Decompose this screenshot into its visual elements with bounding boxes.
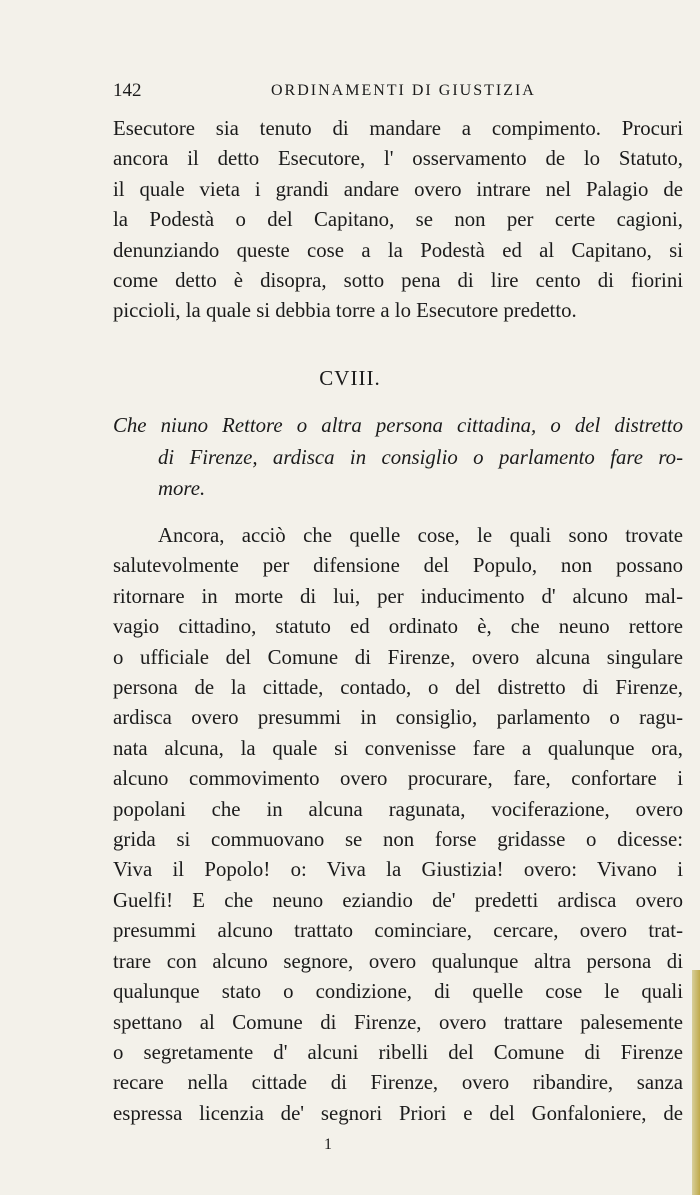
text-line: popolani che in alcuna ragunata, vociferazione, overo bbox=[113, 797, 683, 821]
text-line: persona de la cittade, contado, o del distretto di Firenze, bbox=[113, 676, 683, 700]
text-line: alcuno commovimento overo procurare, fare, confortare i bbox=[113, 767, 683, 791]
text-line: Ancora, acciò che quelle cose, le quali sono trovate bbox=[158, 524, 683, 547]
text-line: qualunque stato o condizione, di quelle cose le quali bbox=[113, 980, 683, 1004]
text-line: denunziando queste cose a la Podestà ed al Capitano, si bbox=[113, 238, 683, 262]
running-title: ORDINAMENTI DI GIUSTIZIA bbox=[271, 82, 536, 99]
page-edge bbox=[692, 970, 700, 1195]
text-line: Guelfi! E che neuno eziandio de' predetti ardisca overo bbox=[113, 888, 683, 912]
text-line: ritornare in morte di lui, per inducimento d' alcuno mal- bbox=[113, 584, 683, 608]
text-line: il quale vieta i grandi andare overo intrare nel Palagio de bbox=[113, 177, 683, 201]
text-line: grida si commuovano se non forse gridasse o dicesse: bbox=[113, 828, 683, 852]
signature-mark: 1 bbox=[324, 1136, 332, 1153]
chapter-number: CVIII. bbox=[319, 366, 381, 390]
text-line: come detto è disopra, sotto pena di lire cento di fiorini bbox=[113, 269, 683, 293]
text-line: spettano al Comune di Firenze, overo trattare palesemente bbox=[113, 1010, 683, 1034]
text-line: nata alcuna, la quale si convenisse fare a qualunque ora, bbox=[113, 736, 683, 760]
text-line: ancora il detto Esecutore, l' osservamento de lo Statuto, bbox=[113, 147, 683, 171]
text-line: Esecutore sia tenuto di mandare a compimento. Procuri bbox=[113, 117, 683, 140]
text-line: espressa licenzia de' segnori Priori e del Gonfaloniere, de bbox=[113, 1101, 683, 1125]
text-line: ardisca overo presummi in consiglio, parlamento o ragu- bbox=[113, 706, 683, 730]
text-line: presummi alcuno trattato cominciare, cercare, overo trat- bbox=[113, 919, 683, 943]
heading-line: di Firenze, ardisca in consiglio o parlamento fare ro- bbox=[158, 445, 683, 469]
text-line: salutevolmente per difensione del Populo, non possano bbox=[113, 554, 683, 578]
text-line: piccioli, la quale si debbia torre a lo Esecutore predetto. bbox=[113, 299, 577, 323]
heading-line: Che niuno Rettore o altra persona cittadina, o del distretto bbox=[113, 414, 683, 437]
text-line: recare nella cittade di Firenze, overo ribandire, sanza bbox=[113, 1071, 683, 1095]
text-line: o segretamente d' alcuni ribelli del Comune di Firenze bbox=[113, 1040, 683, 1064]
paragraph-continued bbox=[113, 114, 683, 327]
text-line: o ufficiale del Comune di Firenze, overo alcuna singulare bbox=[113, 645, 683, 669]
text-line: vagio cittadino, statuto ed ordinato è, che neuno rettore bbox=[113, 615, 683, 639]
text-line: la Podestà o del Capitano, se non per certe cagioni, bbox=[113, 208, 683, 232]
text-line: trare con alcuno segnore, overo qualunque altra persona di bbox=[113, 949, 683, 973]
chapter-heading bbox=[113, 410, 683, 505]
running-head bbox=[113, 80, 683, 104]
page-number: 142 bbox=[113, 80, 142, 101]
text-line: Viva il Popolo! o: Viva la Giustizia! overo: Vivano i bbox=[113, 858, 683, 882]
paragraph-main bbox=[113, 521, 683, 1129]
heading-line: more. bbox=[158, 477, 206, 500]
